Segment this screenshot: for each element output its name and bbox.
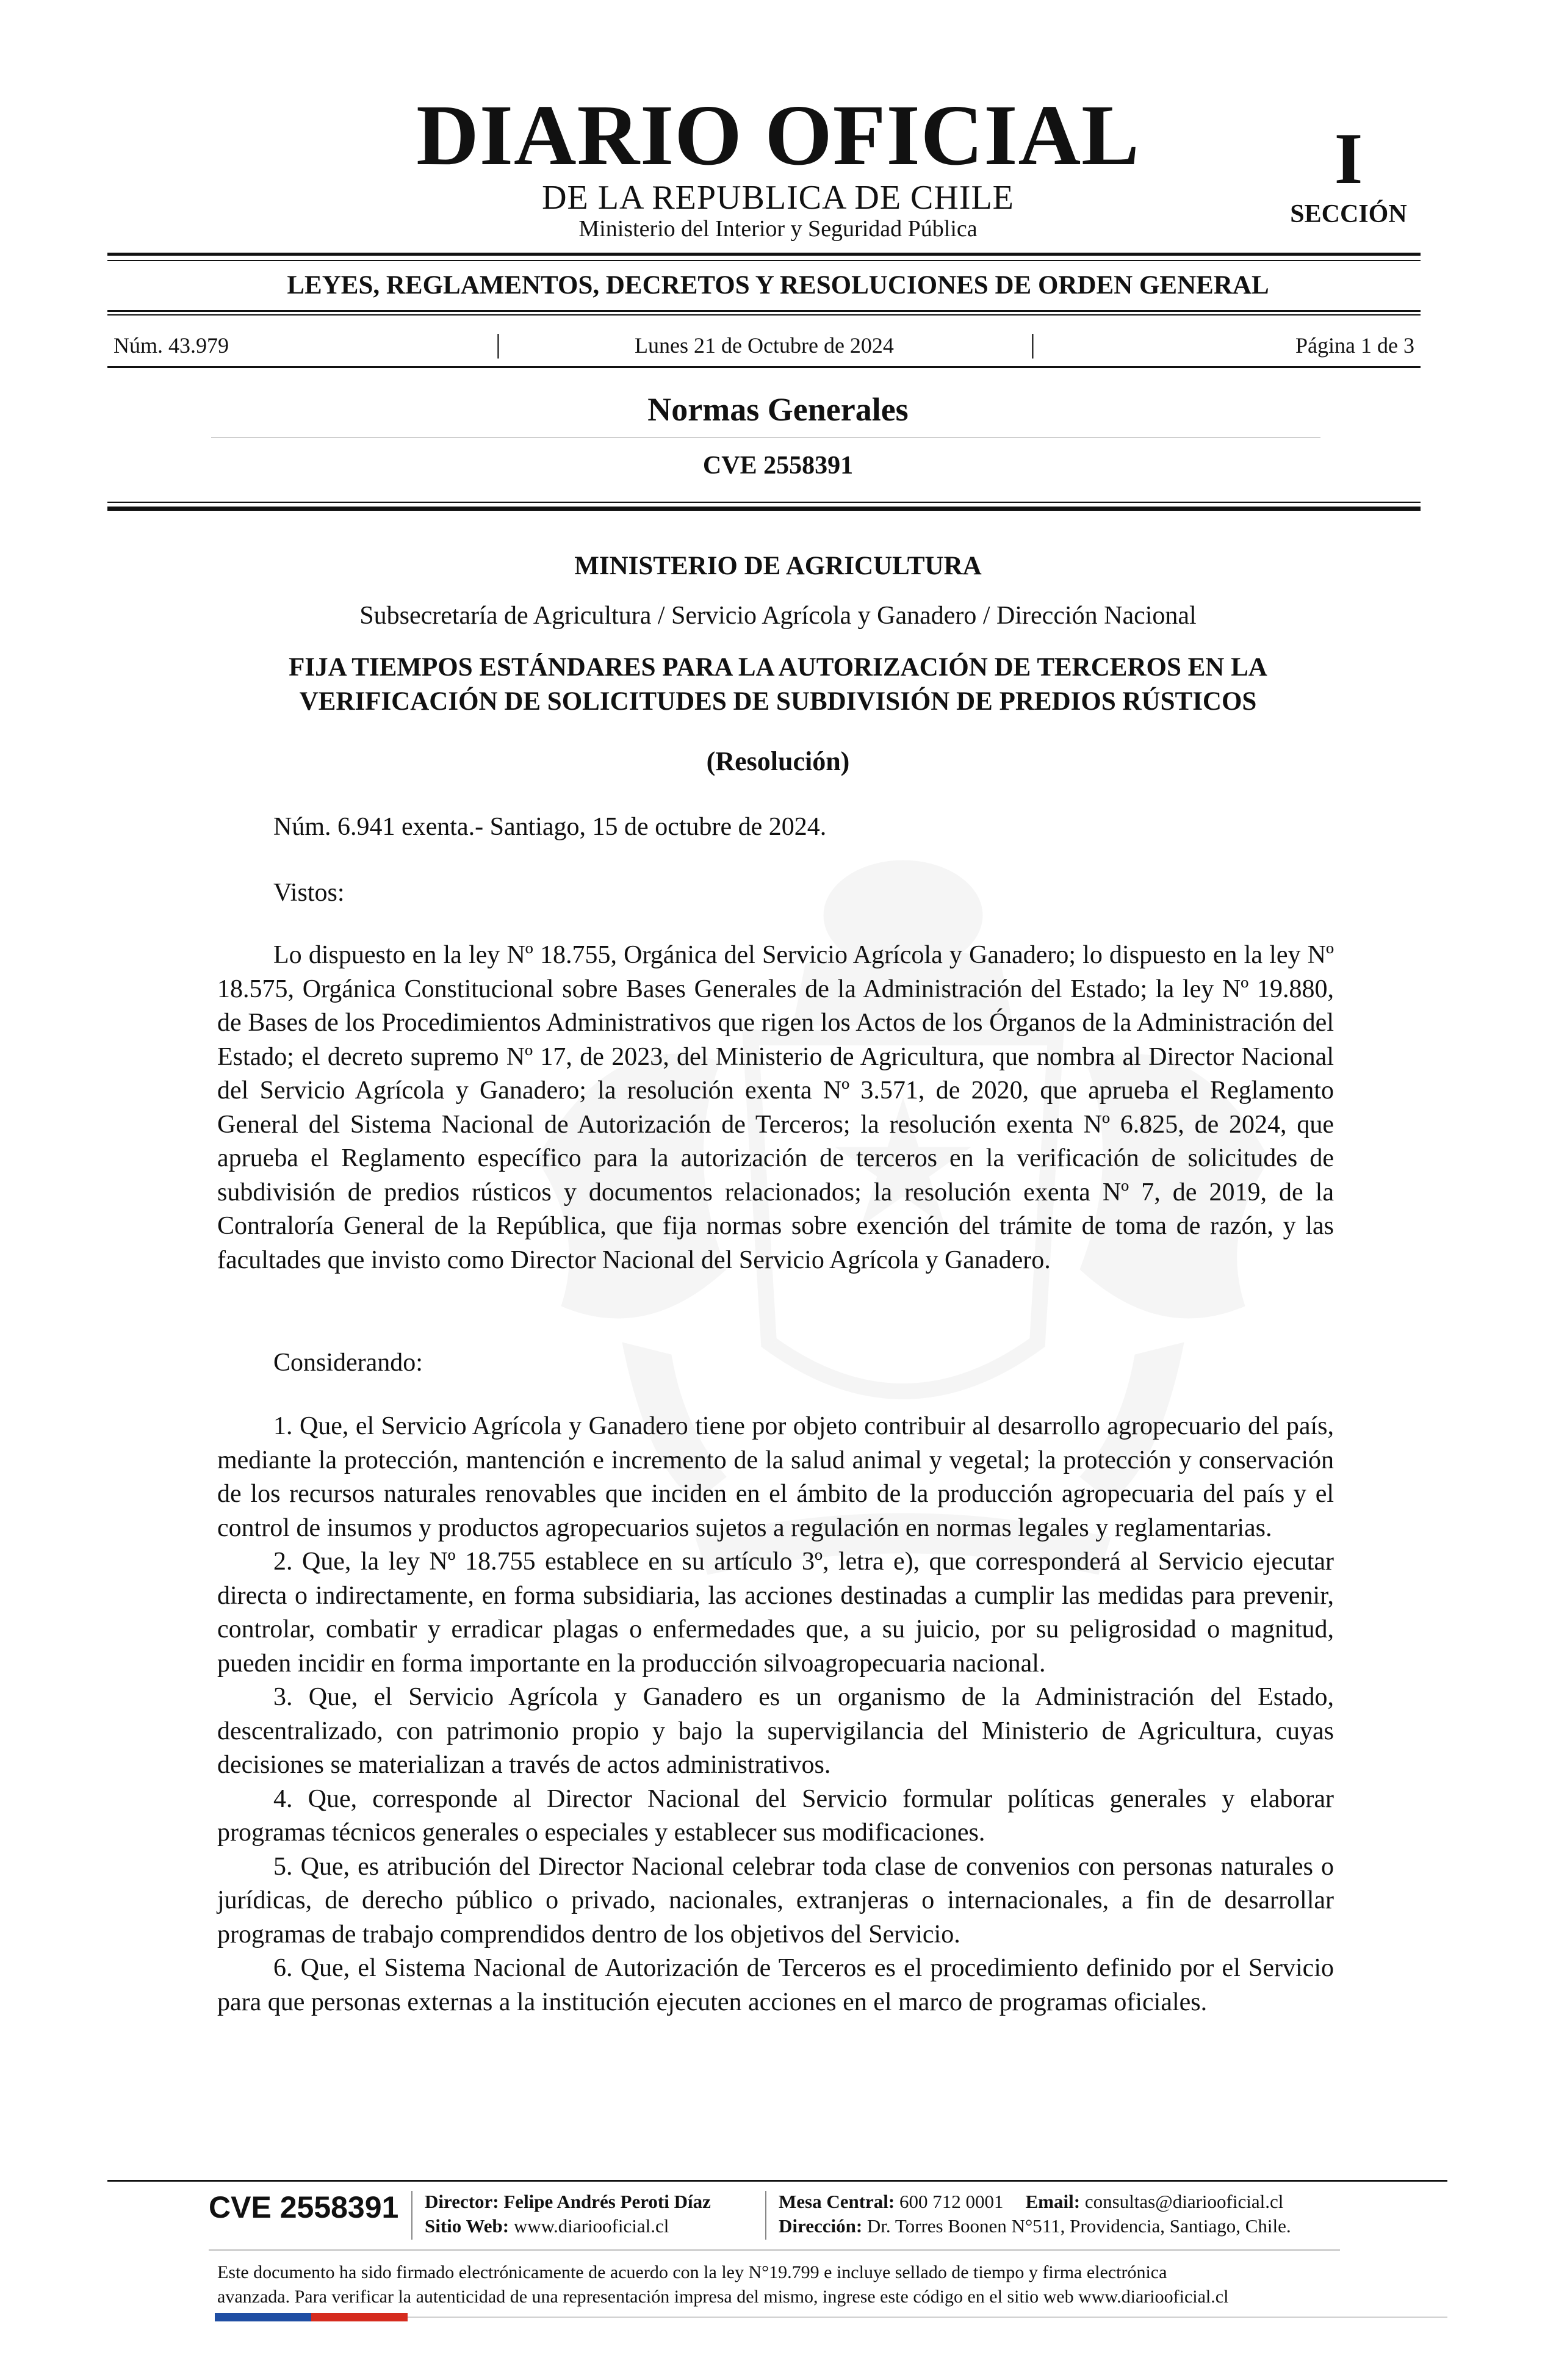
footer-contact-block: [779, 2190, 1291, 2238]
footer-director-label: Director:: [425, 2191, 499, 2212]
vistos-paragraph: [217, 939, 1334, 1277]
footer-mesa-value: 600 712 0001: [899, 2191, 1004, 2212]
vistos-text: Lo dispuesto en la ley Nº 18.755, Orgánica del Servicio Agrícola y Ganadero; lo dispuesto en la ley Nº 18.575, Orgánica Constitucional sobre Bases Generales de la Administración del Estado; la ley Nº 19.880, de Bases de los Procedimientos Administrativos que rigen los Actos de los Órganos de la Administración del Estado; el decreto supremo Nº 17, de 2023, del Ministerio de Agricultura, que nombra al Director Nacional del Servicio Agrícola y Ganadero; la resolución exenta Nº 3.571, de 2020, que aprueba el Reglamento General del Sistema Nacional de Autorización de Terceros; la resolución exenta Nº 6.825, de 2024, que aprueba el Reglamento específico para la autorización de terceros en la verificación de solicitudes de subdivisión de predios rústicos y documentos relacionados; la resolución exenta Nº 7, de 2019, de la Contraloría General de la República, que fija normas sobre exención del trámite de toma de razón, y las facultades que invisto como Director Nacional del Servicio Agrícola y Ganadero.: [217, 941, 1334, 1274]
issue-date: Lunes 21 de Octubre de 2024: [635, 333, 894, 358]
footer-mesa-label: Mesa Central:: [779, 2191, 895, 2212]
considerando-item: 2. Que, la ley Nº 18.755 establece en su artículo 3º, letra e), que corresponderá al Servicio ejecutar directa o indirectamente, en forma subsidiaria, las acciones destinadas a cumplir las medidas para prevenir, controlar, combatir y erradicar plagas o enfermedades que, a su juicio, por su peligrosidad o magnitud, pueden incidir en forma importante en la producción silvoagropecuaria nacional.: [217, 1548, 1334, 1678]
footer-legal-notice: [217, 2260, 1334, 2309]
masthead-ministry: Ministerio del Interior y Seguridad Pública: [578, 216, 978, 242]
banner-title: LEYES, REGLAMENTOS, DECRETOS Y RESOLUCIONES DE ORDEN GENERAL: [287, 271, 1269, 300]
considerando-list: [217, 1410, 1334, 2019]
considerando-item: 6. Que, el Sistema Nacional de Autorización de Terceros es el procedimiento definido por el Servicio para que personas externas a la institución ejecuten acciones en el marco de programas oficiales.: [217, 1954, 1334, 2016]
section-label: SECCIÓN: [1290, 200, 1407, 228]
legal-line: Este documento ha sido firmado electrónicamente de acuerdo con la ley N°19.799 e incluye sellado de tiempo y firma electrónica: [217, 2262, 1167, 2282]
footer-director-block: [425, 2190, 711, 2238]
footer-rule-mid: [209, 2249, 1340, 2251]
footer-divider: [765, 2191, 766, 2240]
resolution-number-line: Núm. 6.941 exenta.- Santiago, 15 de octubre de 2024.: [273, 813, 827, 841]
footer-address-label: Dirección:: [779, 2215, 863, 2237]
banner-rule-top: [107, 310, 1421, 312]
vistos-heading: Vistos:: [273, 879, 345, 907]
issuing-subsecretary: Subsecretaría de Agricultura / Servicio Agrícola y Ganadero / Dirección Nacional: [359, 602, 1197, 630]
footer-rule-bottom: [408, 2317, 1447, 2318]
considerando-item: 1. Que, el Servicio Agrícola y Ganadero tiene por objeto contribuir al desarrollo agropecuario del país, mediante la protección, mantención e incremento de la salud animal y vegetal; la protección y conservación de los recursos naturales renovables que inciden en el ámbito de la producción agropecuaria del país y el control de insumos y productos agropecuarios sujetos a regulación en normas legales y reglamentarias.: [217, 1412, 1334, 1542]
footer-director-value: Felipe Andrés Peroti Díaz: [503, 2191, 711, 2212]
issue-rule: [107, 366, 1421, 368]
footer-director: [425, 2190, 711, 2214]
cve-code: CVE 2558391: [702, 452, 854, 480]
section-title-rule: [211, 437, 1320, 438]
flag-stripe-red: [311, 2313, 408, 2321]
resolution-title-line: FIJA TIEMPOS ESTÁNDARES PARA LA AUTORIZACIÓN DE TERCEROS EN LA: [289, 653, 1267, 682]
section-number: I: [1334, 118, 1363, 199]
legal-line: avanzada. Para verificar la autenticidad de una representación impresa del mismo, ingrese este código en el sitio web www.diariooficial.cl: [217, 2287, 1229, 2307]
document-type: (Resolución): [706, 746, 850, 776]
masthead-rule-thin: [107, 260, 1421, 261]
footer-email-link[interactable]: consultas@diariooficial.cl: [1084, 2191, 1284, 2212]
footer-address: [779, 2214, 1291, 2238]
footer-rule-top: [107, 2180, 1447, 2182]
issue-separator: |: [495, 329, 501, 359]
footer-divider: [411, 2191, 412, 2240]
issue-page: Página 1 de 3: [1295, 333, 1414, 358]
issue-separator: |: [1030, 329, 1036, 359]
section-title: Normas Generales: [647, 391, 909, 428]
considerando-heading: Considerando:: [273, 1349, 423, 1377]
considerando-item: 4. Que, corresponde al Director Nacional del Servicio formular políticas generales y elaborar programas técnicos generales o especiales y establecer sus modificaciones.: [217, 1784, 1334, 1847]
footer-website: [425, 2214, 711, 2238]
flag-stripe-blue: [215, 2313, 311, 2321]
considerando-item: 5. Que, es atribución del Director Nacional celebrar toda clase de convenios con personas naturales o jurídicas, de derecho público o privado, nacionales, extranjeras o internacionales, a fin de desarrollar programas de trabajo comprendidos dentro de los objetivos del Servicio.: [217, 1852, 1334, 1949]
header-rule-thick: [107, 507, 1421, 511]
resolution-title: [183, 651, 1373, 719]
resolution-title-line: VERIFICACIÓN DE SOLICITUDES DE SUBDIVISIÓN DE PREDIOS RÚSTICOS: [299, 687, 1257, 716]
issue-number: Núm. 43.979: [113, 333, 229, 358]
footer-cve-code: CVE 2558391: [209, 2190, 399, 2224]
footer-email-label: Email:: [1025, 2191, 1081, 2212]
considerando-item: 3. Que, el Servicio Agrícola y Ganadero es un organismo de la Administración del Estado, descentralizado, con patrimonio propio y bajo la supervigilancia del Ministerio de Agricultura, cuyas decisiones se materializan a través de actos administrativos.: [217, 1683, 1334, 1779]
banner-rule-bottom: [107, 314, 1421, 316]
footer-website-label: Sitio Web:: [425, 2215, 510, 2237]
issuing-ministry: MINISTERIO DE AGRICULTURA: [574, 552, 982, 580]
masthead-rule-thick: [107, 253, 1421, 256]
masthead-title: DIARIO OFICIAL: [416, 87, 1140, 183]
footer-website-link[interactable]: www.diariooficial.cl: [513, 2215, 669, 2237]
masthead-subtitle: DE LA REPUBLICA DE CHILE: [542, 179, 1014, 217]
footer-address-value: Dr. Torres Boonen N°511, Providencia, Santiago, Chile.: [866, 2215, 1291, 2237]
header-rule-thin: [107, 502, 1421, 503]
footer-phone-email: [779, 2190, 1291, 2214]
